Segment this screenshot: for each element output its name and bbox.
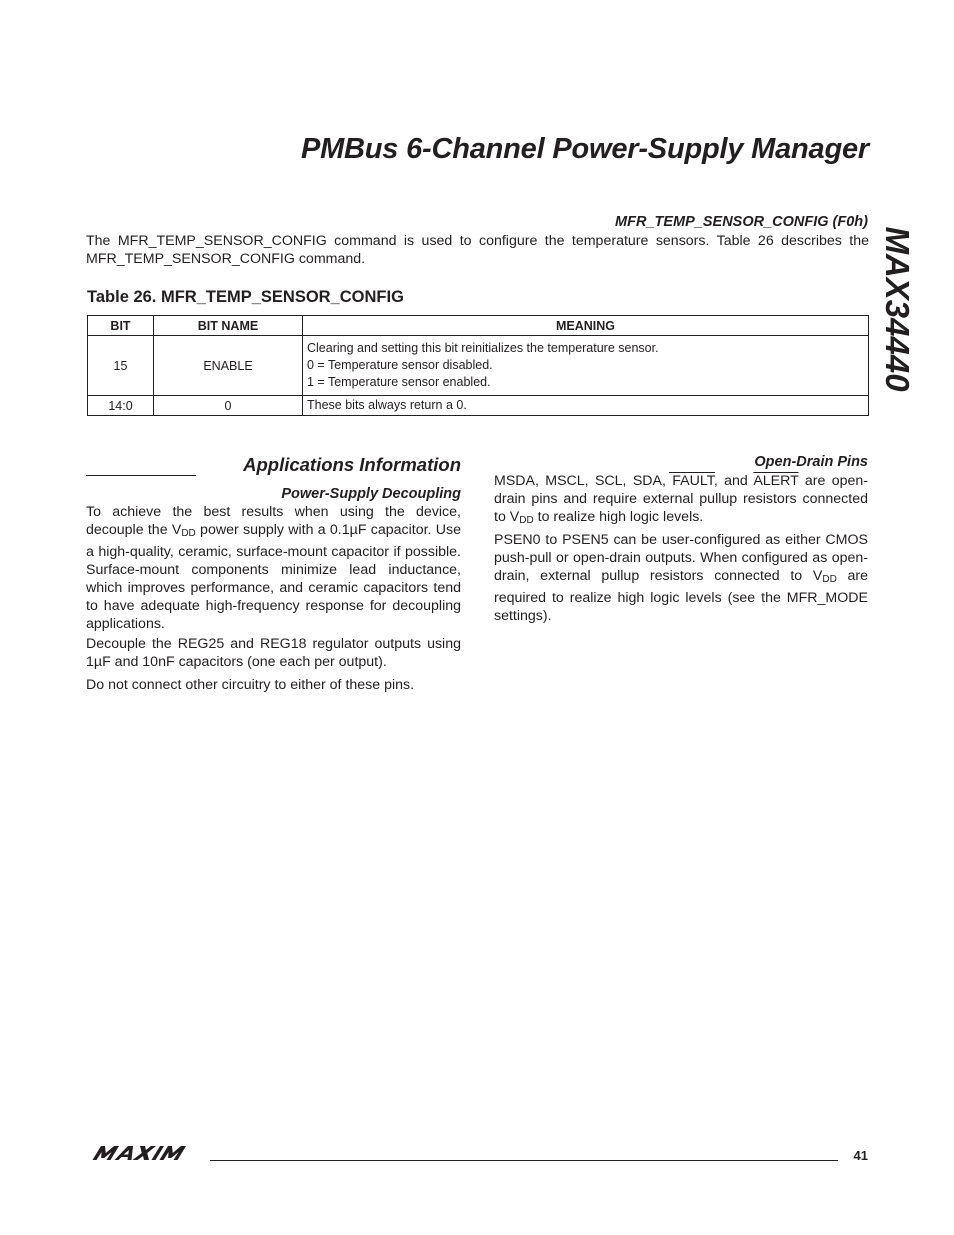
part-number-label: MAX34440	[879, 226, 916, 392]
text-run: MSDA, MSCL, SCL, SDA,	[494, 473, 673, 489]
column-header-bit-name: BIT NAME	[154, 316, 303, 336]
open-drain-paragraph-1	[494, 472, 868, 530]
alert-signal: ALERT	[753, 473, 799, 489]
meaning-line: Clearing and setting this bit reinitializes the temperature sensor.	[307, 341, 659, 355]
page-number: 41	[853, 1148, 868, 1163]
footer-rule	[210, 1160, 838, 1161]
maxim-logo	[90, 1143, 202, 1168]
table-title: Table 26. MFR_TEMP_SENSOR_CONFIG	[87, 288, 404, 306]
cell-bit: 15	[88, 336, 154, 396]
meaning-line: 0 = Temperature sensor disabled.	[307, 358, 493, 372]
page-title: PMBus 6-Channel Power-Supply Manager	[300, 133, 869, 165]
text-run: to realize high logic levels.	[533, 509, 704, 525]
cell-bit-name: 0	[154, 396, 303, 416]
decoupling-subheading: Power-Supply Decoupling	[281, 486, 461, 502]
text-run: are open-drain pins and require external pullup resistors connected to V	[494, 473, 868, 525]
subscript: DD	[181, 528, 196, 539]
subscript: DD	[519, 515, 534, 526]
text-run: , and	[713, 473, 754, 489]
text-run: PSEN0 to PSEN5 can be user-configured as either CMOS push-pull or open-drain outputs. When configured as open-drain, external pullup resistors connected to V	[494, 532, 868, 584]
command-description: The MFR_TEMP_SENSOR_CONFIG command is used to configure the temperature sensors. Table 26 describes the MFR_TEMP_SENSOR_CONFIG command.	[86, 233, 869, 267]
applications-heading	[86, 454, 461, 478]
cell-bit-name: ENABLE	[154, 336, 303, 396]
table-row	[88, 396, 869, 416]
subscript: DD	[822, 574, 837, 585]
side-part-number	[875, 214, 919, 404]
command-heading: MFR_TEMP_SENSOR_CONFIG (F0h)	[615, 214, 868, 230]
table-header-row	[88, 316, 869, 336]
cell-meaning	[303, 336, 869, 396]
meaning-line: 1 = Temperature sensor enabled.	[307, 375, 491, 389]
open-drain-heading	[494, 454, 868, 474]
text-run: power supply with a 0.1µF capacitor. Use a high-quality, ceramic, surface-mount capacitor if possible. Surface-mount components minimize lead inductance, which improves performance, and ceramic capacitors tend to have adequate high-frequency response for decoupling applications.	[86, 522, 461, 632]
fault-signal: FAULT	[672, 473, 714, 489]
maxim-logo-graphic	[90, 1143, 202, 1163]
text-run: are required to realize high logic levels (see the MFR_MODE settings).	[494, 568, 868, 624]
register-table	[87, 315, 869, 416]
column-header-bit: BIT	[88, 316, 154, 336]
cell-meaning: These bits always return a 0.	[303, 396, 869, 416]
open-drain-heading-text: Open-Drain Pins	[754, 454, 868, 470]
heading-rule	[86, 475, 196, 476]
table-row	[88, 336, 869, 396]
decoupling-paragraph-2: Decouple the REG25 and REG18 regulator outputs using 1µF and 10nF capacitors (one each per output).	[86, 636, 461, 670]
text-run: To achieve the best results when using the device, decouple the V	[86, 504, 461, 538]
column-header-meaning: MEANING	[303, 316, 869, 336]
open-drain-paragraph-2	[494, 531, 868, 625]
decoupling-paragraph-1	[86, 503, 461, 633]
applications-heading-text: Applications Information	[243, 454, 461, 475]
cell-bit: 14:0	[88, 396, 154, 416]
decoupling-paragraph-3: Do not connect other circuitry to either of these pins.	[86, 677, 415, 693]
